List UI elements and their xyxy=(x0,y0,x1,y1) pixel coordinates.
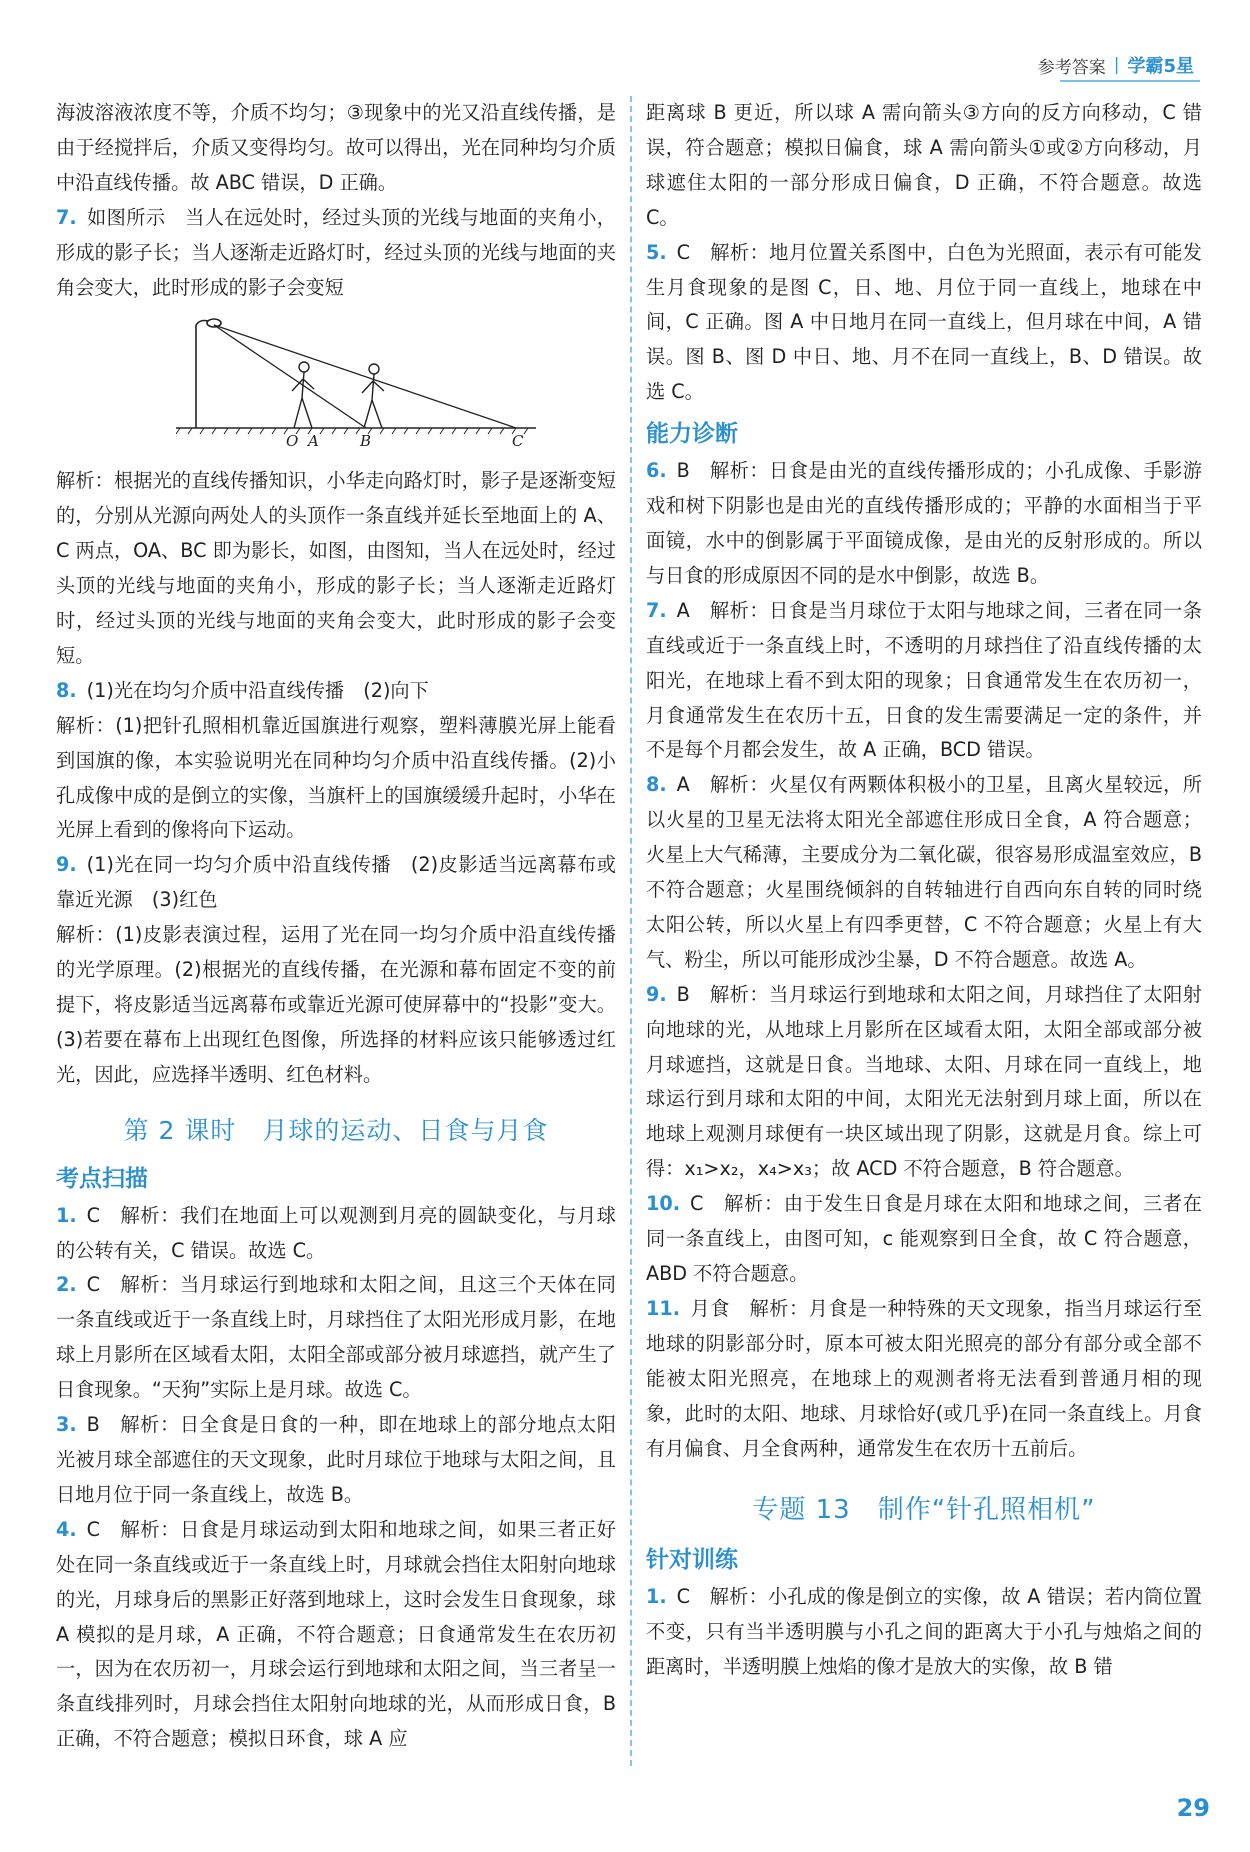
item-number: 4. xyxy=(56,1517,77,1541)
answer-item xyxy=(646,1580,1202,1685)
item-number: 6. xyxy=(646,459,667,483)
answer-text: 月食 解析：月食是一种特殊的天文现象，指当月球运行至地球的阴影部分时，原本可被太阳光照亮的部分有部分或全部不能被太阳光照亮，在地球上的观测者将无法看到普通月相的现象，此时的太阳、地球、月球恰好(或几乎)在同一条直线上。月食有月偏食、月全食两种，通常发生在农历十五前后。 xyxy=(646,1296,1202,1460)
answer-text: B 解析：日全食是日食的一种，即在地球上的部分地点太阳光被月球全部遮住的天文现象，此时月球位于地球与太阳之间，且日地月位于同一条直线上，故选 B。 xyxy=(56,1413,616,1506)
answer-text: C 解析：日食是月球运动到太阳和地球之间，如果三者正好处在同一条直线或近于一条直线上时，月球就会挡住太阳射向地球的光，月球身后的黑影正好落到地球上，这时会发生日食现象，球 A 模拟的是月球，A 正确，不符合题意；日食通常发生在农历初一，因为在农历初一，月球会运行到地球和太阳之间，当三者呈一条直线排列时，月球会挡住太阳射向地球的光，从而形成日食，B 正确，不符合题意；模拟日环食，球 A 应 xyxy=(56,1517,616,1751)
label-a: A xyxy=(308,432,319,449)
section-heading: 考点扫描 xyxy=(56,1165,148,1192)
left-column xyxy=(56,96,616,1757)
label-b: B xyxy=(360,432,372,449)
page-number: 29 xyxy=(1176,1794,1210,1822)
item-number: 10. xyxy=(646,1192,680,1216)
right-column xyxy=(646,96,1202,1685)
person-near xyxy=(292,362,314,428)
paragraph: 海波溶液浓度不等，介质不均匀；③现象中的光又沿直线传播，是由于经搅拌后，介质又变得均匀。故可以得出，光在同种均匀介质中沿直线传播。故 ABC 错误，D 正确。 xyxy=(56,101,616,194)
label-c: C xyxy=(512,432,524,449)
header-rule xyxy=(1060,80,1200,82)
ray-to-far-person xyxy=(214,325,516,428)
answer-text: C 解析：地月位置关系图中，白色为光照面，表示有可能发生月食现象的是图 C，日、地、月位于同一直线上，地球在中间，C 正确。图 A 中日地月在同一直线上，但月球在中间，A 错误。图 B、图 D 中日、地、月不在同一直线上，B、D 错误。故选 C。 xyxy=(646,240,1202,404)
answer-text: C 解析：由于发生日食是月球在太阳和地球之间，三者在同一条直线上，由图可知，c 能观察到日全食，故 C 符合题意，ABD 不符合题意。 xyxy=(646,1192,1202,1285)
answer-text: C 解析：当月球运行到地球和太阳之间，且这三个天体在同一条直线或近于一条直线上时，月球挡住了太阳光形成月影，在地球上月影所在区域看太阳，太阳全部或部分被月球遮挡，就产生了日食现象。“天狗”实际上是月球。故选 C。 xyxy=(56,1273,616,1402)
answer-item xyxy=(56,1199,616,1269)
header-separator: | xyxy=(1113,55,1120,75)
item-number: 9. xyxy=(56,853,77,877)
ray-to-near-person xyxy=(214,325,366,428)
column-divider xyxy=(630,96,632,1766)
item-number: 7. xyxy=(56,205,77,229)
answer-item xyxy=(646,1187,1202,1292)
answer-text: C 解析：我们在地面上可以观测到月亮的圆缺变化，与月球的公转有关，C 错误。故选 C。 xyxy=(56,1203,616,1262)
ground-hatch xyxy=(176,428,528,434)
item-number: 3. xyxy=(56,1413,77,1437)
page-header xyxy=(1038,52,1194,78)
answer-item xyxy=(56,848,616,918)
section-heading: 针对训练 xyxy=(646,1547,738,1574)
explanation: 解析：(1)皮影表演过程，运用了光在同一均匀介质中沿直线传播的光学原理。(2)根据光的直线传播，在光源和幕布固定不变的前提下，将皮影适当远离幕布或靠近光源可使屏幕中的“投影”变大。(3)若要在幕布上出现红色图像，所选择的材料应该只能够透过红光，因此，应选择半透明、红色材料。 xyxy=(56,923,616,1086)
answer-text: (1)光在均匀介质中沿直线传播 (2)向下 xyxy=(86,678,429,702)
lamp-post xyxy=(196,319,221,428)
item-number: 2. xyxy=(56,1273,77,1297)
item-number: 11. xyxy=(646,1296,680,1320)
answer-item xyxy=(56,1268,616,1408)
answer-item xyxy=(646,236,1202,411)
item-number: 1. xyxy=(646,1585,667,1609)
answer-item xyxy=(56,674,616,709)
explanation: 解析：(1)把针孔照相机靠近国旗进行观察，塑料薄膜光屏上能看到国旗的像，本实验说明光在同种均匀介质中沿直线传播。(2)小孔成像中成的是倒立的实像，当旗杆上的国旗缓缓升起时，小华在光屏上看到的像将向下运动。 xyxy=(56,713,616,842)
answer-text: 如图所示 当人在远处时，经过头顶的光线与地面的夹角小，形成的影子长；当人逐渐走近路灯时，经过头顶的光线与地面的夹角会变大，此时形成的影子会变短 xyxy=(56,205,616,299)
answer-text: A 解析：火星仅有两颗体积极小的卫星，且离火星较远，所以火星的卫星无法将太阳光全部遮住形成日全食，A 符合题意；火星上大气稀薄，主要成分为二氧化碳，很容易形成温室效应，B 不符合题意；火星围绕倾斜的自转轴进行自西向东自转的同时绕太阳公转，所以火星上有四季更替，C 不符合题意；火星上有大气、粉尘，所以可能形成沙尘暴，D 不符合题意。故选 A。 xyxy=(646,773,1202,971)
answer-text: (1)光在同一均匀介质中沿直线传播 (2)皮影适当远离幕布或靠近光源 (3)红色 xyxy=(56,853,616,912)
section-heading: 能力诊断 xyxy=(646,421,738,448)
person-far xyxy=(362,364,384,428)
answer-item xyxy=(646,454,1202,594)
answer-item xyxy=(646,594,1202,769)
answer-item xyxy=(646,768,1202,977)
item-number: 8. xyxy=(56,678,77,702)
answer-item xyxy=(646,1292,1202,1467)
answer-text: C 解析：小孔成的像是倒立的实像，故 A 错误；若内筒位置不变，只有当半透明膜与小孔之间的距离大于小孔与烛焰之间的距离时，半透明膜上烛焰的像才是放大的实像，故 B 错 xyxy=(646,1585,1202,1679)
paragraph: 距离球 B 更近，所以球 A 需向箭头③方向的反方向移动，C 错误，符合题意；模拟日偏食，球 A 需向箭头①或②方向移动，月球遮住太阳的一部分形成日偏食，D 正确，不符合题意。故选 C。 xyxy=(646,101,1202,229)
explanation: 解析：根据光的直线传播知识，小华走向路灯时，影子是逐渐变短的，分别从光源向两处人的头顶作一条直线并延长至地面上的 A、C 两点，OA、BC 即为影长，如图，由图知，当人在远处时，经过头顶的光线与地面的夹角小，形成的影子长；当人逐渐走近路灯时，经过头顶的光线与地面的夹角会变大，此时形成的影子会变短。 xyxy=(56,469,616,667)
shadow-diagram xyxy=(176,313,536,448)
item-number: 1. xyxy=(56,1203,77,1227)
answer-text: A 解析：日食是当月球位于太阳与地球之间，三者在同一条直线或近于一条直线上时，不透明的月球挡住了沿直线传播的太阳光，在地球上看不到太阳的现象；日食通常发生在农历初一，月食通常发生在农历十五，日食的发生需要满足一定的条件，并不是每个月都会发生，故 A 正确，BCD 错误。 xyxy=(646,598,1202,762)
answer-item xyxy=(56,1408,616,1513)
item-number: 7. xyxy=(646,598,667,622)
brand-logo: 学霸5星 xyxy=(1127,56,1194,77)
item-number: 8. xyxy=(646,773,667,797)
answer-text: B 解析：日食是由光的直线传播形成的；小孔成像、手影游戏和树下阴影也是由光的直线传播形成的；平静的水面相当于平面镜，水中的倒影属于平面镜成像，是由光的反射形成的。所以与日食的形成原因不同的是水中倒影，故选 B。 xyxy=(646,459,1202,587)
topic-title: 专题 13 制作“针孔照相机” xyxy=(752,1495,1096,1526)
item-number: 9. xyxy=(646,982,667,1006)
answer-item xyxy=(56,1513,616,1757)
header-label: 参考答案 xyxy=(1037,57,1106,78)
answer-item xyxy=(646,978,1202,1187)
label-o: O xyxy=(286,432,299,449)
answer-item xyxy=(56,201,616,306)
item-number: 5. xyxy=(646,240,667,264)
lesson-title: 第 2 课时 月球的运动、日食与月食 xyxy=(123,1115,549,1145)
answer-text: B 解析：当月球运行到地球和太阳之间，月球挡住了太阳射向地球的光，从地球上月影所在区域看太阳，太阳全部或部分被月球遮挡，这就是日食。当地球、太阳、月球在同一直线上，地球运行到月球和太阳的中间，太阳光无法射到月球上面，所以在地球上观测月球便有一块区域出现了阴影，这就是月食。综上可得：x₁>x₂，x₄>x₃；故 ACD 不符合题意，B 符合题意。 xyxy=(646,982,1202,1181)
